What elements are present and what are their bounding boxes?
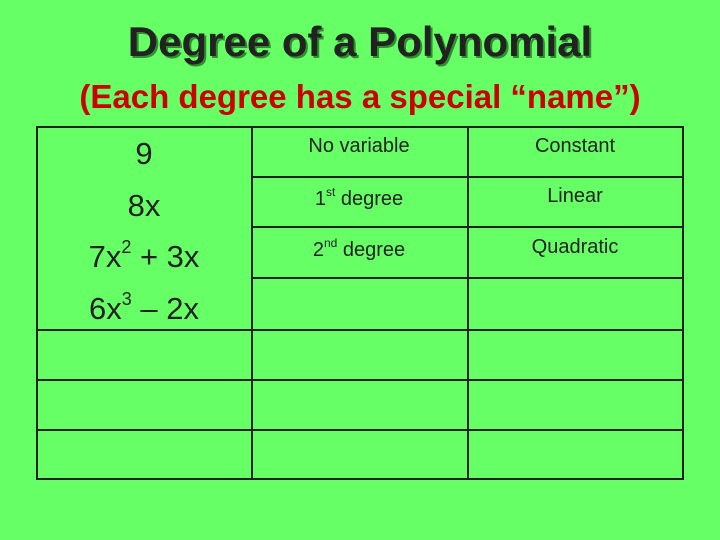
degree-label: 1st degree (314, 185, 404, 210)
table-cell (38, 431, 253, 478)
polynomial-cubic: $6x^3 - 2x$ (89, 289, 199, 326)
degree-label: No variable (308, 135, 410, 157)
name-label: Quadratic (531, 236, 619, 258)
name-label: Linear (547, 185, 603, 207)
table-cell (469, 431, 682, 478)
slide-subtitle: (Each degree has a special “name”) (79, 78, 641, 115)
table-cell (469, 279, 682, 331)
slide-title: Degree of a Polynomial (127, 18, 593, 65)
table-cell (253, 331, 469, 381)
table-cell (253, 381, 469, 431)
polynomial-quadratic: $7x^2 + 3x$ (88, 237, 200, 274)
table-cell (38, 381, 253, 431)
polynomial-constant: 9 (135, 136, 153, 171)
degree-label: 2nd degree (312, 236, 406, 261)
table-cell (253, 431, 469, 478)
table-cell (469, 381, 682, 431)
polynomial-linear: 8x (127, 188, 161, 223)
table-cell (38, 331, 253, 381)
table-cell (469, 331, 682, 381)
table-cell (253, 279, 469, 331)
name-label: Constant (534, 135, 616, 157)
